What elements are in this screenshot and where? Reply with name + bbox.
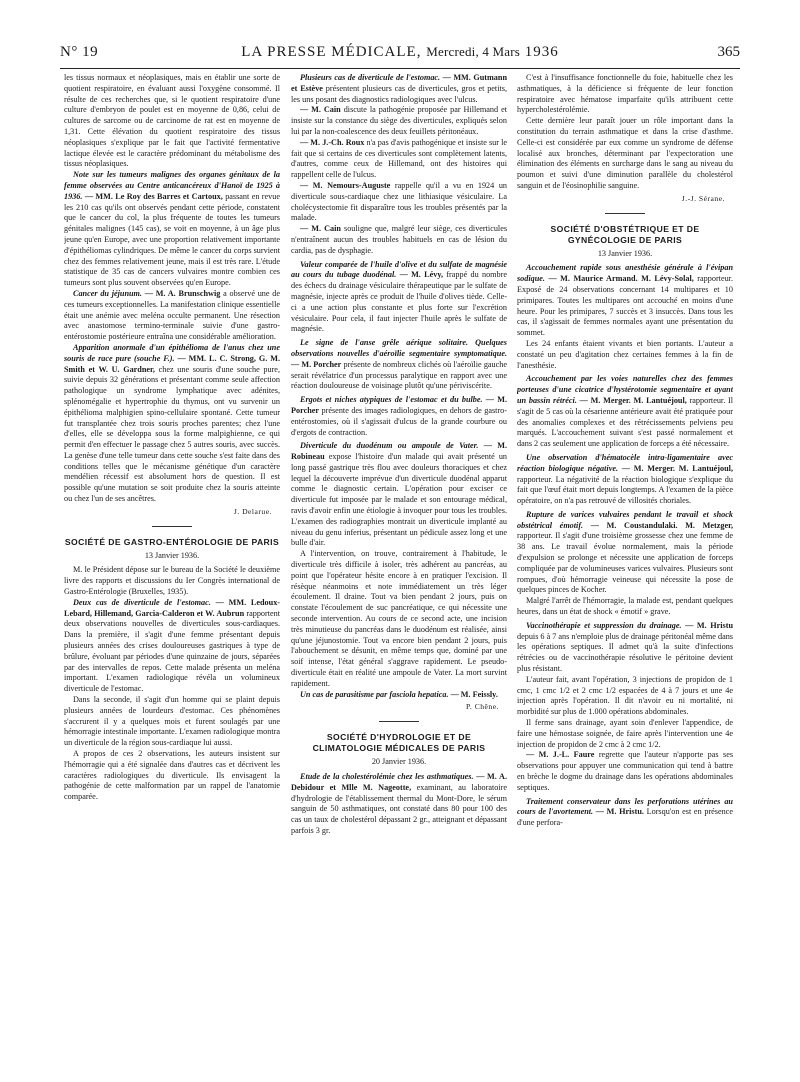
discussion-text: regrette que l'auteur n'apporte pas ses observations pour appuyer une communication qui tend à battre en brèche le dogme du drainage dans les opérations abdominales septiques.: [517, 750, 733, 792]
article-epithelioma: [64, 343, 280, 505]
article-text: passant en revue les 210 cas qu'ils ont observés pendant cette période, constatent que le cancer du col, la plus fréquente de toutes les tumeurs génitales malignes (145 cas), se voit en moyenne, à un âge plus jeune qu'en Europe, avec une proportion relativement importante d'épithéliomas cylindriques. De même le cancer du corps survient chez des femmes relativement jeune, mais il est très rare. L'étude statistique de 35 cas de cancers vulvaires montre combien ces tumeurs sont plus souvent observées qu'en Europe.: [64, 191, 280, 288]
section-heading: SOCIÉTÉ DE GASTRO-ENTÉROLOGIE DE PARIS: [64, 536, 280, 547]
discussant: — M. J.-Ch. Roux: [300, 137, 365, 147]
issue-number: N° 19: [60, 44, 99, 60]
article-text: rapporteur. Exposé de 24 observations concernant 14 multipares et 10 primipares. Toutes les multipares ont accouché en moins d'une heure. Pour les primipares, 7 succès et 3 insuccès. Dans tous les cas, il s'agissait de femmes normales ayant une présentation du sommet.: [517, 274, 733, 338]
column-2: [291, 73, 507, 1073]
article-text: présente des images radiologiques, en dehors de gastro-entérostomies, où il s'agissait d'ulcus de la grande courbure ou d'ergots de contraction.: [291, 405, 507, 437]
paragraph: Les 24 enfants étaient vivants et bien portants. L'auteur a constaté un peu d'agitation chez certaines femmes à la fin de l'anesthésie.: [517, 338, 733, 370]
article-title: Etude de la cholestérolémie chez les asthmatiques.: [300, 772, 474, 782]
discussion: [291, 138, 507, 181]
signature: J. Delarue.: [233, 506, 272, 516]
paragraph: A propos de ces 2 observations, les auteurs insistent sur l'hémorragie qui a été signalée dans d'autres cas et décrivent les caractères radiologiques du diverticule. Ils envisagent la pathogénie de cette malformation par un rappel de l'anatomie comparée.: [64, 749, 280, 802]
signature: J.-J. Sérane.: [681, 193, 725, 203]
discussion-text: n'a pas d'avis pathogénique et insiste sur le fait que si certains de ces diverticules sont complètement latents, d'autres, comme ceux de Hillemand, ont des histoires qui rappellent celle de l'ulcus.: [291, 137, 507, 180]
article-title: Une observation d'hématocèle intra-ligamentaire avec réaction biologique négative.: [517, 452, 733, 473]
article-traitement-conservateur: [517, 797, 733, 829]
article-title: Deux cas de diverticule de l'estomac.: [73, 597, 211, 607]
article-title: Note sur les tumeurs malignes des organes génitaux de la femme observées au Centre anticancéreux d'Hanoï de 1925 à 1936.: [64, 170, 280, 201]
article-authors: — M. Merger. M. Lantuéjoul,: [621, 463, 733, 473]
article-text: rapporteur. La négativité de la réaction biologique s'explique du fait que l'œuf était mort depuis longtemps. A l'examen de la pièce opératoire, on n'a pas retrouvé de villosités choriales.: [517, 474, 733, 506]
article-authors: — M. Hristu.: [595, 807, 644, 817]
discussion-text: souligne que, malgré leur siège, ces diverticules n'entraînent aucun des troubles habituels en cas de lésion du cardia, pas de dysphagie.: [291, 224, 507, 255]
discussion: [517, 750, 733, 793]
article-title: Cancer du jéjunum.: [73, 288, 142, 298]
article-authors: — MM. L. C. Strong, G. M. Smith et W. U. Gardner,: [64, 353, 280, 374]
article-text: présente de nombreux clichés où l'aéroïlie gauche serait révélatrice d'un processus paralytique en rapport avec une réaction douloureuse de voisinage plutôt qu'une périviscérite.: [291, 359, 507, 391]
section-divider: [379, 721, 419, 722]
article-authors: — M. Porcher: [291, 359, 342, 369]
article-ergots-niches: [291, 395, 507, 438]
article-authors: — MM. Gutmann et Estève: [291, 73, 507, 93]
article-authors: — M. Lévy,: [399, 270, 444, 280]
article-deux-cas: [64, 598, 280, 695]
article-accouchement-rapide: [517, 263, 733, 339]
article-text: Lorsqu'on est en présence d'une perfora-: [517, 807, 733, 828]
paragraph: Cette dernière leur paraît jouer un rôle important dans la constitution du terrain asthmatique et dans la crise d'asthme. Celle-ci est considérée par eux comme un syndrome de défense localisé aux bronches, déterminant par l'expectoration une élimination des éléments en surcharge dans le sang au niveau du poumon et suivi d'une diminution parallèle du cholestérol sanguin et de l'éosinophilie sanguine.: [517, 116, 733, 190]
paragraph: Il ferme sans drainage, ayant soin d'enlever l'appendice, de faire une hémostase soignée, de faire après l'intervention une 4e injection de propidon de 2 cmc à 2 cmc 1/2.: [517, 718, 733, 749]
article-text: frappé du nombre des échecs du drainage vésiculaire thérapeutique par le sulfate de magnésie, injecte après ce produit de l'huile d'olives tiède. Celle-ci a une action plus constante et plus forte sur l'excrétion vésiculaire. Pour cela, il faut injecter l'huile après le sulfate de magnésie.: [291, 270, 507, 334]
page-header: [60, 44, 740, 66]
paragraph: Dans la seconde, il s'agit d'un homme qui se plaint depuis plusieurs années de lourdeurs d'estomac. Ces phénomènes s'accrurent il y a quelques mois et furent soulagés par une hémorragie intestinale importante. L'examen radiologique montra un diverticule de la région sous-cardiaque lui aussi.: [64, 695, 280, 748]
paragraph: M. le Président dépose sur le bureau de la Société le deuxième livre des rapports et discussions du Ier Congrès international de Gastro-Entérologie (Bruxelles, 1935).: [64, 565, 280, 597]
discussant: — M. Cain: [300, 105, 341, 115]
article-authors: — M. Robineau: [291, 441, 507, 462]
article-text: chez une souris d'une souche pure, suivie depuis 32 générations et présentant comme seule affection pathologique un syndrome lymphatique avec adénites, splénomégalie et hypertrophie du thymus, ont vu survenir un épithélioma malphigien spino-cellulaire spontané. Cette tumeur fut transplantée chez trois souris proches parentes; chez l'une d'elles, elle se développa sous la forme malpighienne, ce qui permit d'en effectuer le passage chez 5 autres souris, avec succès. La genèse d'une telle tumeur dans cette souche s'est faite dans des conditions telles que le mécanisme génétique d'un caractère mendélien récessif est absolument hors de question. Il est possible qu'une mutation se soit produite chez la souris atteinte ou chez l'un de ses ancêtres.: [64, 364, 280, 504]
article-title: Apparition anormale d'un épithélioma de l'anus chez une souris de race pure (souche F.).: [64, 342, 280, 363]
article-title: Accouchement rapide sous anesthésie générale à l'évipan sodique.: [517, 263, 733, 284]
article-authors: — M. A. Debidour et Mlle M. Nageotte,: [291, 772, 507, 792]
article-text: présentent plusieurs cas de diverticules, gros et petits, les uns posant des diagnostics radiologiques avec l'ulcus.: [291, 83, 507, 104]
article-title: Plusieurs cas de diverticule de l'estomac.: [300, 73, 441, 82]
paragraph: A l'intervention, on trouve, contrairement à l'habitude, le diverticule très difficile à isoler, très adhérent au pancréas, au point que l'opérateur hésite encore à en pratiquer l'excision. Il résèque néanmoins et note immédiatement un très léger écoulement. Il draine. Tout va bien pendant 2 jours, puis on constate l'écoulement de suc pancréatique, ce qui nécessite une seconde intervention. Au cours de ce second acte, une incision très minutieuse du pancréas dans le duodénum est réalisée, ainsi qu'une jéjunostomie. Tout va encore bien pendant 2 jours, puis l'abouchement se désunit, en même temps que, dominé par une soif intense, l'état général s'aggrave rapidement. Le pseudo-diverticule était en réalité une ampoule de Vater. La mort survint rapidement.: [291, 549, 507, 688]
article-authors: — M. A. Brunschwig: [144, 288, 221, 298]
article-title: Diverticule du duodénum ou ampoule de Vater.: [300, 441, 479, 451]
section-heading: SOCIÉTÉ D'HYDROLOGIE ET DE CLIMATOLOGIE MÉDICALES DE PARIS: [312, 732, 486, 754]
discussion: [291, 181, 507, 224]
article-text: rapportent deux observations nouvelles de diverticules sous-cardiaques. Dans la première, il s'agit d'une femme présentant depuis plusieurs années des crises douloureuses gastriques à type de brûlure, évoluant par périodes d'une quinzaine de jours, séparées par des intervalles de repos. Cette malade présenta un meléna important. L'examen radiologique révéla un volumineux diverticule de l'estomac.: [64, 608, 280, 694]
article-title: Valeur comparée de l'huile d'olive et du sulfate de magnésie au cours du tubage duodénal.: [291, 259, 507, 280]
section-divider: [152, 526, 192, 527]
article-title: Rupture de varices vulvaires pendant le travail et shock obstétrical émotif.: [517, 509, 733, 530]
article-diverticule-duodenum: [291, 441, 507, 549]
paragraph: les tissus normaux et néoplasiques, mais en établir une sorte de quotient respiratoire, en évaluant aussi l'oxygène consommé. Il résulte de ces recherches que, si le quotient respiratoire d'une culture d'embryon de poulet est en moyenne de 0,86, celui de cultures de sarcome ou de carcinome de rat est en moyenne de 1,31. Cette élévation du quotient respiratoire des tissus néoplasiques s'explique par le fait que l'activité fermentative lactique élevée est le caractère prédominant du métabolisme des tissus néoplasiques.: [64, 73, 280, 169]
article-hematocele: [517, 453, 733, 507]
running-title: LA PRESSE MÉDICALE, Mercredi, 4 Mars 1936: [241, 44, 559, 60]
article-text: rapporteur. Il s'agit d'une troisième grossesse chez une femme de 38 ans. Le travail évolue normalement, mais la période d'expulsion se prolonge et nécessite une application de forceps compliquée par de volumineuses varices vulvaires. Plusieurs sont rompues, d'où hémorragie veineuse qui nécessite la pose de quelques pinces de Kocher.: [517, 531, 733, 595]
discussant: — M. Nemours-Auguste: [300, 180, 391, 190]
article-title: Accouchement par les voies naturelles chez des femmes porteuses d'une cicatrice d'hystérotomie segmentaire et ayant un bassin rétréci.: [517, 374, 733, 405]
article-authors: — M. Porcher: [291, 395, 507, 415]
section-divider: [605, 213, 645, 214]
article-vaccinotherapie: [517, 621, 733, 675]
article-varices: [517, 510, 733, 596]
article-text: a observé une de ces tumeurs exceptionnelles. La manifestation clinique essentielle était une anémie avec meléna occulte permanent. Une résection avec anastomose termino-terminale suivie d'une gastro-entérostomie postérieure entraîna une considérable amélioration.: [64, 288, 280, 342]
article-cholesterolemie: [291, 772, 507, 837]
article-text: rapporteur. Il s'agit de 5 cas où la césarienne antérieure avait été pratiquée pour des anomalies complexes et des rétrécissements pelviens peu marqués. L'accouchement suivant s'est passé normalement et dans 2 cas seulement une application de forceps a été nécessaire.: [517, 395, 733, 449]
article-title: Le signe de l'anse grêle aérique solitaire. Quelques observations nouvelles d'aéroïlie segmentaire symptomatique.: [291, 338, 507, 358]
paragraph: C'est à l'insuffisance fonctionnelle du foie, habituelle chez les asthmatiques, à la déficience si fréquente de leur fonction respiratoire avec hématose imparfaite qu'ils attribuent cette hypercholestérolémie.: [517, 73, 733, 115]
discussion: [291, 224, 507, 256]
article-text: expose l'histoire d'un malade qui avait présenté un long passé gastrique très flou avec douleurs thoraciques et chez lequel la découverte imprévue d'un diverticule duodénal apparut comme le diagnostic certain. L'opération pour exciser ce diverticule fut imposée par le malade et son entourage médical, ravis d'avoir enfin une étiologie à invoquer pour tous les troubles. L'examen des radiographies montrait un diverticule implanté au niveau du genu inferius, présentant un pédicule assez long et une bulle d'air.: [291, 452, 507, 548]
discussion: [291, 105, 507, 137]
discussion-text: discute la pathogénie proposée par Hillemand et insiste sur la constance du siège des diverticules, expliqués selon lui par la non-coalescence des deux feuillets péritonéaux.: [291, 105, 507, 136]
section-date: 20 Janvier 1936.: [371, 757, 427, 767]
column-1: [64, 73, 280, 1073]
issue-date: Mercredi, 4 Mars: [426, 44, 521, 59]
article-authors: — M. Feissly.: [450, 689, 498, 699]
article-title: Vaccinothérapie et suppression du drainage.: [526, 620, 682, 630]
section-date: 13 Janvier 1936.: [597, 248, 653, 258]
section-date: 13 Janvier 1936.: [144, 550, 200, 560]
page-number: 365: [717, 44, 740, 60]
article-authors: — M. Maurice Armand. M. Lévy-Solal,: [548, 274, 694, 284]
section-heading: SOCIÉTÉ D'OBSTÉTRIQUE ET DE GYNÉCOLOGIE DE PARIS: [550, 223, 700, 245]
article-title: Un cas de parasitisme par fasciola hepatica.: [300, 689, 449, 699]
article-voies-naturelles: [517, 374, 733, 450]
article-authors: — M. Hristu: [685, 620, 733, 630]
article-huile-olive: [291, 260, 507, 336]
article-authors: — M. Coustandulaki. M. Metzger,: [590, 520, 733, 530]
discussion-text: rappelle qu'il a vu en 1924 un diverticule sous-cardiaque chez une lithiasique vésiculaire. La cholécystectomie fit disparaître tous les troubles présentés par la malade.: [291, 180, 507, 223]
article-plusieurs-cas: [291, 73, 507, 105]
column-3: [517, 73, 733, 1073]
article-title: Traitement conservateur dans les perforations utérines au cours de l'avortement.: [517, 796, 733, 817]
discussant: — M. J.-L. Faure: [526, 750, 595, 760]
signature: P. Chêne.: [466, 702, 499, 712]
article-anse-grele: [291, 338, 507, 392]
article-text: examinant, au laboratoire d'hydrologie de l'établissement thermal du Mont-Dore, le sérum sanguin de 50 asthmatiques, ont constaté dans 80 pour 100 des cas un taux de cholestérol dépassant 2 gr., atteignant et dépassant parfois 3 gr.: [291, 782, 507, 835]
article-fasciola: [291, 690, 507, 701]
discussant: — M. Cain: [300, 224, 341, 234]
article-title: Ergots et niches atypiques de l'estomac et du bulbe.: [300, 395, 483, 405]
article-authors: — M. Merger. M. Lantuéjoul,: [579, 395, 687, 405]
article-note-tumeurs: [64, 170, 280, 289]
article-authors: — MM. Ledoux-Lebard, Hillemand, Garcia-Calderon et W. Aubrun: [64, 597, 280, 618]
journal-name: LA PRESSE MÉDICALE: [241, 44, 417, 60]
article-text: depuis 6 à 7 ans n'emploie plus de drainage péritonéal même dans les opérations septiques. Il admet qu'à la suite d'infections rétrécies ou de vaccinothérapie résolutive le péritoine devient plus résistant.: [517, 631, 733, 674]
paragraph: L'auteur fait, avant l'opération, 3 injections de propidon de 1 cmc, 1 cmc 1/2 et 2 cmc 1/2 espacées de 4 à 7 jours et une 4e injection après l'opération. Il dit n'avoir eu ni mortalité, ni morbidité sur plus de 1.000 opérations abdominales.: [517, 674, 733, 717]
issue-year: 1936: [524, 44, 559, 60]
header-rule: [60, 68, 740, 69]
paragraph: Malgré l'arrêt de l'hémorragie, la malade est, pendant quelques heures, dans un état de shock « émotif » grave.: [517, 596, 733, 617]
article-authors: — MM. Le Roy des Barres et Cartoux,: [84, 191, 223, 201]
article-cancer-jejunum: [64, 289, 280, 343]
